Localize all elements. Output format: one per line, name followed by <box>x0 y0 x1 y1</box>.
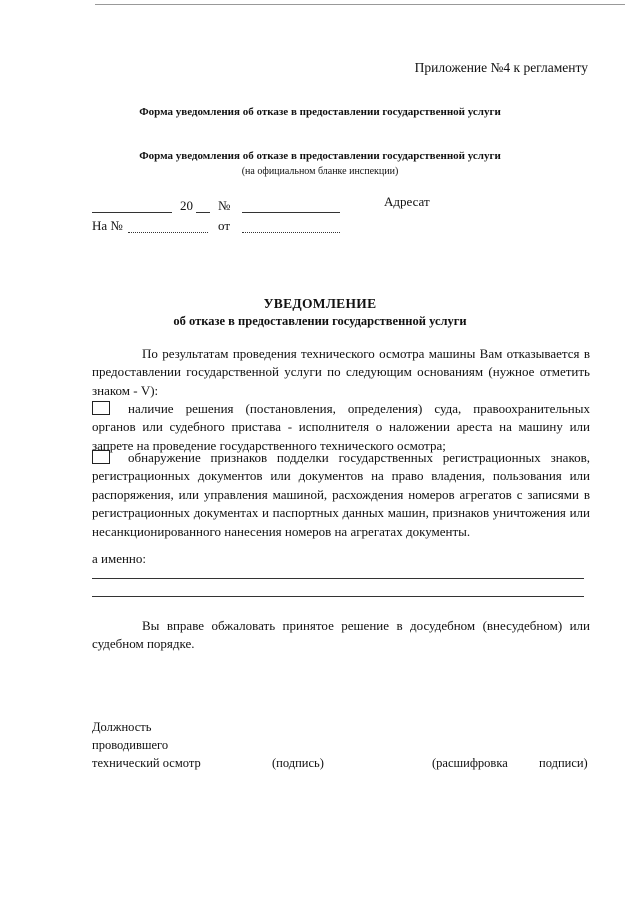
position-line-3: технический осмотр <box>92 756 201 770</box>
namely-label: а именно: <box>92 551 146 566</box>
position-line-1: Должность <box>92 720 152 734</box>
decode-label-1: (расшифровка <box>432 756 508 770</box>
form-title-2: Форма уведомления об отказе в предоставлении государственной услуги <box>139 150 501 162</box>
reason-1-text: наличие решения (постановления, определения) суда, правоохранительных органов или судебного пристава - исполнителя о наложении ареста на машину или запрете на проведение государственного технического осмотра; <box>92 401 590 453</box>
form-title-1: Форма уведомления об отказе в предоставлении государственной услуги <box>139 106 501 118</box>
from-label: от <box>218 218 231 233</box>
year-prefix: 20 <box>180 198 193 213</box>
number-blank-line <box>242 212 340 213</box>
decode-label-2: подписи) <box>539 756 588 770</box>
form-subtitle: (на официальном бланке инспекции) <box>241 166 399 177</box>
scan-top-edge-line <box>95 4 625 5</box>
year-blank-line <box>196 212 210 213</box>
position-line-2: проводившего <box>92 738 169 752</box>
notice-title: УВЕДОМЛЕНИЕ <box>263 296 377 311</box>
namely-line-2[interactable] <box>92 596 584 597</box>
reason-2-text: обнаружение признаков подделки государственных регистрационных знаков, регистрационных документов или документов на право владения, пользования или распоряжения, или управления машиной, расхождения номеров агрегатов с записями в регистрационных документах и паспортных данных машин, признаков уничтожения или несанкционированного нанесения номеров на агрегатах документы. <box>92 450 590 539</box>
namely-line-1[interactable] <box>92 578 584 579</box>
in-reply-label: На № <box>92 218 123 233</box>
appeal-paragraph: Вы вправе обжаловать принятое решение в досудебном (внесудебном) или судебном порядке. <box>92 618 590 652</box>
notice-subtitle: об отказе в предоставлении государственной услуги <box>173 314 467 328</box>
addressee-label: Адресат <box>384 194 430 209</box>
intro-paragraph: По результатам проведения технического осмотра машины Вам отказывается в предоставлении государственной услуги по следующим основаниям (нужное отметить знаком - V): <box>92 346 590 398</box>
appendix-label: Приложение №4 к регламенту <box>414 60 588 75</box>
date-blank-line <box>92 212 172 213</box>
number-label: № <box>218 198 231 213</box>
from-blank-line <box>242 232 340 233</box>
in-reply-blank-line <box>128 232 208 233</box>
signature-label: (подпись) <box>272 756 324 770</box>
